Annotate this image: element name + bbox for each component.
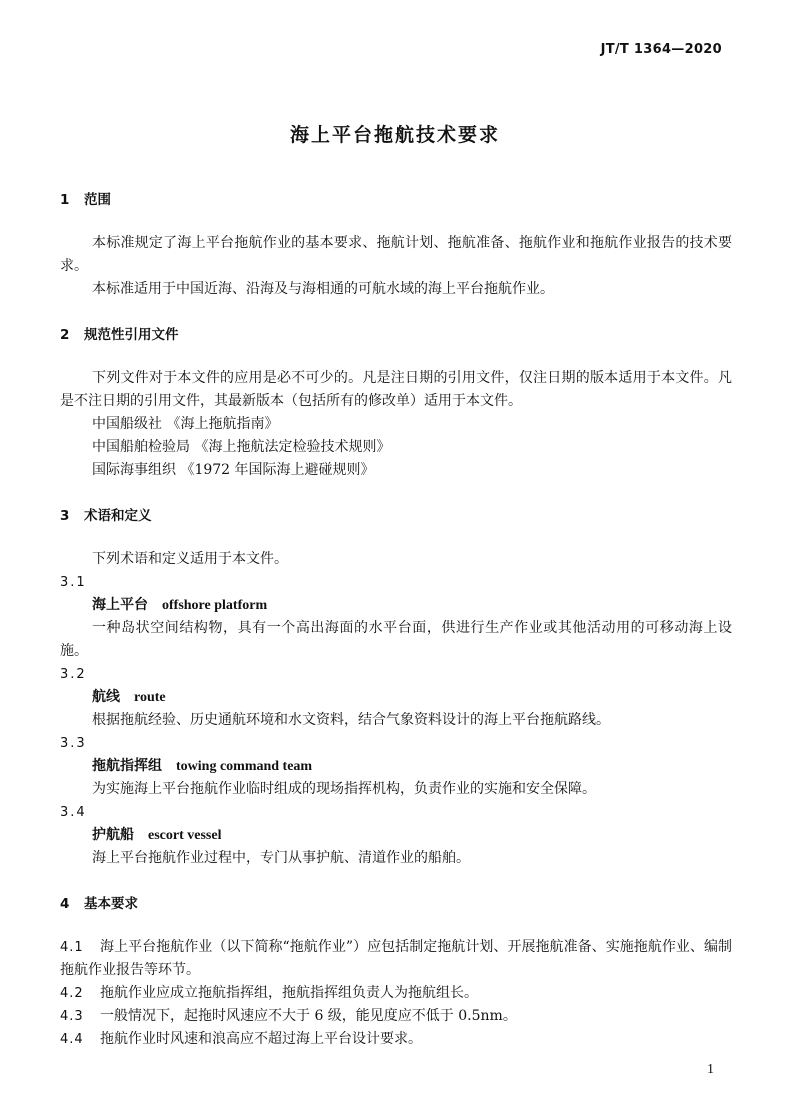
clause-number: 4.1 <box>60 940 84 955</box>
section-heading-3 <box>60 504 732 524</box>
clause-number: 4.3 <box>60 1009 84 1024</box>
page-number: 1 <box>707 1062 714 1077</box>
section-number: 3 <box>60 508 70 524</box>
term-number: 3.3 <box>60 736 87 751</box>
term-chinese: 航线 <box>92 689 120 705</box>
section-heading-2 <box>60 323 732 343</box>
term-chinese: 护航船 <box>92 827 134 843</box>
clause <box>60 982 732 1005</box>
term-chinese: 海上平台 <box>92 597 148 613</box>
term-definition: 根据拖航经验、历史通航环境和水文资料，结合气象资料设计的海上平台拖航路线。 <box>92 712 610 728</box>
reference-item: 中国船舶检验局 《海上拖航法定检验技术规则》 <box>92 439 391 455</box>
reference-item: 中国船级社 《海上拖航指南》 <box>92 416 279 432</box>
term-english: route <box>134 690 166 705</box>
clause <box>60 1028 732 1051</box>
clause-number: 4.2 <box>60 986 84 1001</box>
document-body <box>60 188 732 1051</box>
section-title: 术语和定义 <box>84 508 152 524</box>
section-title: 规范性引用文件 <box>84 327 179 343</box>
term-number: 3.4 <box>60 805 87 820</box>
term-number: 3.2 <box>60 667 87 682</box>
term-definition: 为实施海上平台拖航作业临时组成的现场指挥机构，负责作业的实施和安全保障。 <box>92 781 596 797</box>
term-definition: 海上平台拖航作业过程中，专门从事护航、清道作业的船舶。 <box>92 850 470 866</box>
section-heading-4 <box>60 892 732 912</box>
term-definition: 一种岛状空间结构物，具有一个高出海面的水平台面，供进行生产作业或其他活动用的可移动海上设施。 <box>60 620 732 659</box>
term-chinese: 拖航指挥组 <box>92 758 162 774</box>
paragraph: 本标准规定了海上平台拖航作业的基本要求、拖航计划、拖航准备、拖航作业和拖航作业报告的技术要求。 <box>60 235 732 274</box>
term-entry <box>60 755 732 778</box>
reference-item: 国际海事组织 《1972 年国际海上避碰规则》 <box>92 462 375 478</box>
clause-text: 拖航作业应成立拖航指挥组，拖航指挥组负责人为拖航组长。 <box>100 985 478 1001</box>
section-number: 2 <box>60 327 70 343</box>
term-entry <box>60 824 732 847</box>
term-english: escort vessel <box>148 828 222 843</box>
clause-text: 拖航作业时风速和浪高应不超过海上平台设计要求。 <box>100 1031 422 1047</box>
section-title: 范围 <box>84 192 111 208</box>
term-entry <box>60 686 732 709</box>
document-title: 海上平台拖航技术要求 <box>289 124 500 146</box>
clause <box>60 1005 732 1028</box>
standard-code: JT/T 1364—2020 <box>600 42 722 57</box>
paragraph: 下列文件对于本文件的应用是必不可少的。凡是注日期的引用文件，仅注日期的版本适用于本文件。凡是不注日期的引用文件，其最新版本（包括所有的修改单）适用于本文件。 <box>60 370 732 409</box>
section-number: 4 <box>60 896 70 912</box>
paragraph: 下列术语和定义适用于本文件。 <box>92 551 288 567</box>
term-english: towing command team <box>176 759 313 774</box>
section-title: 基本要求 <box>84 896 138 912</box>
paragraph: 本标准适用于中国近海、沿海及与海相通的可航水域的海上平台拖航作业。 <box>92 281 554 297</box>
term-entry <box>60 594 732 617</box>
clause-text: 海上平台拖航作业（以下简称“拖航作业”）应包括制定拖航计划、开展拖航准备、实施拖航作业、编制拖航作业报告等环节。 <box>60 939 732 978</box>
clause <box>60 936 732 982</box>
section-number: 1 <box>60 192 70 208</box>
term-number: 3.1 <box>60 575 87 590</box>
section-heading-1 <box>60 188 732 208</box>
clause-number: 4.4 <box>60 1032 84 1047</box>
clause-text: 一般情况下，起拖时风速应不大于 6 级，能见度应不低于 0.5nm。 <box>100 1008 517 1024</box>
term-english: offshore platform <box>162 598 268 613</box>
